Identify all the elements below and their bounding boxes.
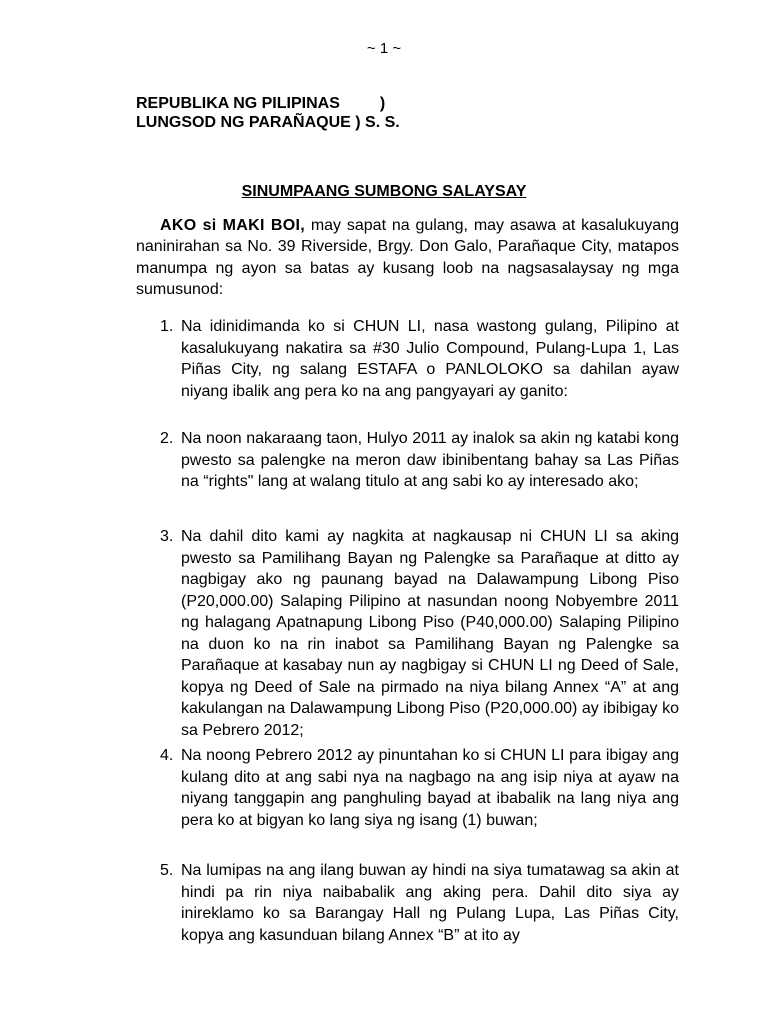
numbered-item-4 — [136, 745, 679, 831]
item-text: Na noong Pebrero 2012 ay pinuntahan ko si CHUN LI para ibigay ang kulang dito at ang sabi nya na nagbago na ang isip niya at ayaw na niyang tanggapin ang panghuling bayad at ibabalik na lang niya ang pera ko at bigyan ko lang siya ng isang (1) buwan; — [181, 747, 679, 829]
numbered-item-3 — [136, 526, 679, 741]
header-line-lungsod: LUNGSOD NG PARAÑAQUE ) S. S. — [136, 114, 400, 131]
affiant-name: AKO si MAKI BOI, — [160, 217, 305, 234]
intro-text: may sapat na gulang, may asawa at kasalukuyang naninirahan sa No. 39 Riverside, Brgy. Don Galo, Parañaque City, matapos manumpa ng ayon sa batas ay kusang loob na nagsasalaysay ng mga sumusunod: — [136, 217, 679, 298]
item-number: 4. — [160, 747, 174, 764]
item-number: 5. — [160, 862, 174, 879]
item-text: Na idinidimanda ko si CHUN LI, nasa wastong gulang, Pilipino at kasalukuyang nakatira sa #30 Julio Compound, Pulang-Lupa 1, Las Piñas City, ng salang ESTAFA o PANLOLOKO sa dahilan ayaw niyang ibalik ang pera ko na ang pangyayari ay ganito: — [181, 318, 679, 400]
item-text: Na dahil dito kami ay nagkita at nagkausap ni CHUN LI sa aking pwesto sa Pamilihang Bayan ng Palengke sa Parañaque at ditto ay nagbigay ako ng paunang bayad na Dalawampung Libong Piso (P20,000.00) Salaping Pilipino at nasundan noong Nobyembre 2011 ng halagang Apatnapung Libong Piso (P40,000.00) Salaping Pilipino na duon ko na rin inabot sa Pamilihang Bayan ng Palengke sa Parañaque at kasabay nun ay nagbigay si CHUN LI ng Deed of Sale, kopya ng Deed of Sale na pirmado na niya bilang Annex “A” at ang kakulangan na Dalawampung Libong Piso (P20,000.00) ay ibibigay ko sa Pebrero 2012; — [181, 528, 679, 739]
numbered-item-2 — [136, 428, 679, 493]
numbered-item-1 — [136, 316, 679, 402]
document-header — [136, 94, 400, 132]
page-number: ~ 1 ~ — [366, 40, 402, 57]
item-number: 3. — [160, 528, 174, 545]
document-title: SINUMPAANG SUMBONG SALAYSAY — [241, 183, 527, 200]
item-number: 2. — [160, 430, 174, 447]
item-text: Na noon nakaraang taon, Hulyo 2011 ay inalok sa akin ng katabi kong pwesto sa palengke na meron daw ibinibentang bahay sa Las Piñas na “rights" lang at walang titulo at ang sabi ko ay interesado ako; — [181, 430, 679, 490]
intro-paragraph — [136, 215, 679, 300]
item-number: 1. — [160, 318, 174, 335]
header-line-republika: REPUBLIKA NG PILIPINAS ) — [136, 95, 386, 112]
item-text: Na lumipas na ang ilang buwan ay hindi na siya tumatawag sa akin at hindi pa rin niya naibabalik ang aking pera. Dahil dito siya ay inireklamo ko sa Barangay Hall ng Pulang Lupa, Las Piñas City, kopya ang kasunduan bilang Annex “B” at ito ay — [181, 862, 679, 944]
numbered-item-5 — [136, 860, 679, 946]
